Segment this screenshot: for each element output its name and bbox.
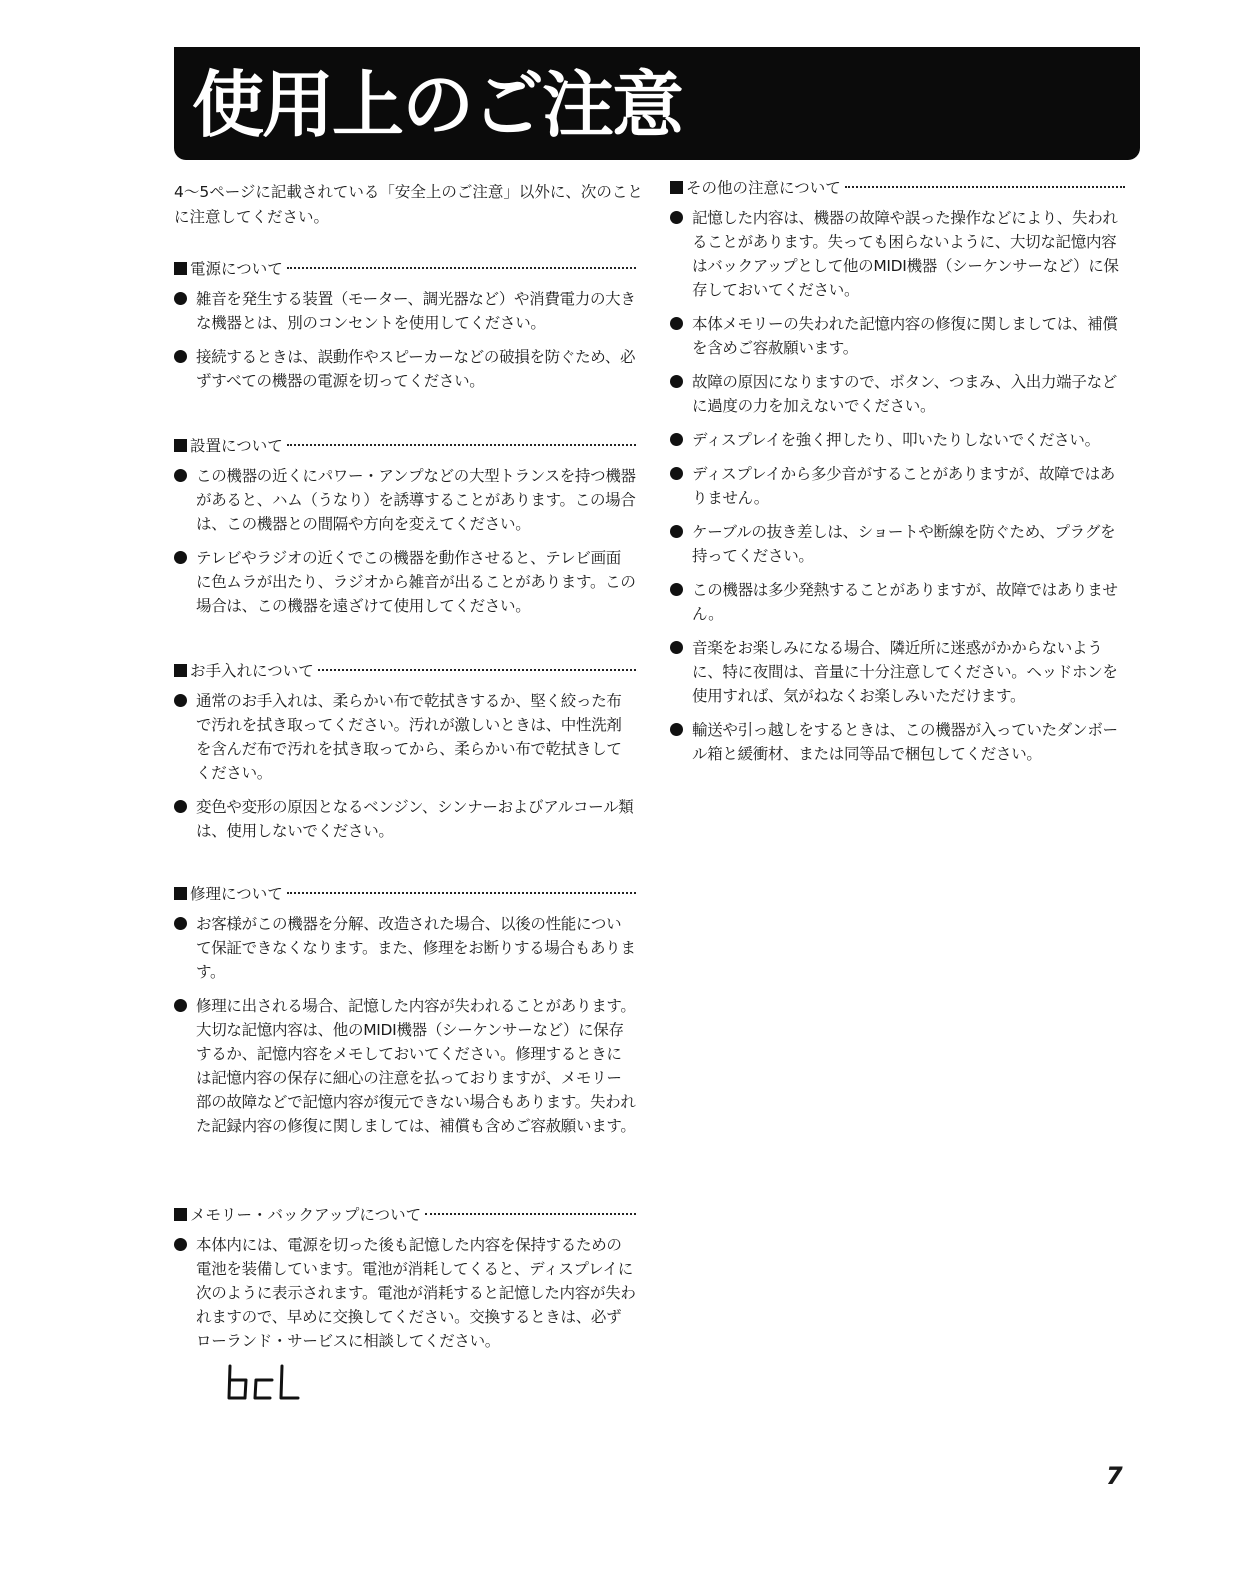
list-item: 雑音を発生する装置（モーター、調光器など）や消費電力の大きな機器とは、別のコンセントを使用してください。 <box>174 287 636 335</box>
square-bullet-icon <box>174 664 187 677</box>
bullet-dot-icon <box>174 999 187 1012</box>
list-item: この機器の近くにパワー・アンプなどの大型トランスを持つ機器があると、ハム（うなり）を誘導することがあります。この場合は、この機器との間隔や方向を変えてください。 <box>174 464 636 536</box>
square-bullet-icon <box>174 1208 187 1221</box>
section-heading: 設置について <box>174 434 636 458</box>
list-item: この機器は多少発熱することがありますが、故障ではありません。 <box>670 578 1125 626</box>
bullet-dot-icon <box>670 317 683 330</box>
list-item: ディスプレイから多少音がすることがありますが、故障ではありません。 <box>670 462 1125 510</box>
dot-leader <box>318 669 636 671</box>
list-item: ディスプレイを強く押したり、叩いたりしないでください。 <box>670 428 1125 452</box>
bullet-dot-icon <box>670 641 683 654</box>
bullet-dot-icon <box>670 525 683 538</box>
list-item: 輸送や引っ越しをするときは、この機器が入っていたダンボール箱と緩衝材、または同等品で梱包してください。 <box>670 718 1125 766</box>
bullet-dot-icon <box>174 917 187 930</box>
dot-leader <box>287 444 636 446</box>
section-heading: その他の注意について <box>670 176 1125 200</box>
bullet-dot-icon <box>670 375 683 388</box>
bullet-dot-icon <box>174 800 187 813</box>
page-number: 7 <box>1106 1462 1123 1490</box>
bullet-dot-icon <box>670 211 683 224</box>
bullet-dot-icon <box>174 551 187 564</box>
bullet-dot-icon <box>670 583 683 596</box>
bullet-dot-icon <box>174 694 187 707</box>
bullet-dot-icon <box>174 350 187 363</box>
bullet-dot-icon <box>174 1238 187 1251</box>
section-power <box>174 257 636 403</box>
list-item: 通常のお手入れは、柔らかい布で乾拭きするか、堅く絞った布で汚れを拭き取ってください。汚れが激しいときは、中性洗剤を含んだ布で汚れを拭き取ってから、柔らかい布で乾拭きしてください。 <box>174 689 636 785</box>
intro-text: 4～5ページに記載されている「安全上のご注意」以外に、次のことに注意してください。 <box>174 183 643 226</box>
square-bullet-icon <box>174 262 187 275</box>
square-bullet-icon <box>670 181 683 194</box>
section-heading: 修理について <box>174 882 636 906</box>
bullet-dot-icon <box>174 292 187 305</box>
bullet-dot-icon <box>670 433 683 446</box>
list-item: 本体内には、電源を切った後も記憶した内容を保持するための電池を装備しています。電池が消耗してくると、ディスプレイに次のように表示されます。電池が消耗すると記憶した内容が失われますので、早めに交換してください。交換するときは、必ずローランド・サービスに相談してください。 <box>174 1233 636 1353</box>
title-banner <box>174 47 1140 160</box>
bullet-dot-icon <box>670 467 683 480</box>
list-item: ケーブルの抜き差しは、ショートや断線を防ぐため、プラグを持ってください。 <box>670 520 1125 568</box>
page-title: 使用上のご注意 <box>192 63 683 147</box>
section-installation <box>174 434 636 628</box>
section-memory-backup <box>174 1203 636 1363</box>
section-heading: 電源について <box>174 257 636 281</box>
list-item: 記憶した内容は、機器の故障や誤った操作などにより、失われることがあります。失っても困らないように、大切な記憶内容はバックアップとして他のMIDI機器（シーケンサーなど）に保存しておいてください。 <box>670 206 1125 302</box>
bullet-dot-icon <box>174 469 187 482</box>
battery-low-display-icon <box>226 1362 302 1402</box>
dot-leader <box>287 267 636 269</box>
list-item: 故障の原因になりますので、ボタン、つまみ、入出力端子などに過度の力を加えないでください。 <box>670 370 1125 418</box>
dot-leader <box>425 1213 636 1215</box>
dot-leader <box>845 186 1125 188</box>
section-heading: メモリー・バックアップについて <box>174 1203 636 1227</box>
list-item: テレビやラジオの近くでこの機器を動作させると、テレビ画面に色ムラが出たり、ラジオから雑音が出ることがあります。この場合は、この機器を遠ざけて使用してください。 <box>174 546 636 618</box>
bullet-dot-icon <box>670 723 683 736</box>
list-item: 修理に出される場合、記憶した内容が失われることがあります。大切な記憶内容は、他のMIDI機器（シーケンサーなど）に保存するか、記憶内容をメモしておいてください。修理するときには記憶内容の保存に細心の注意を払っておりますが、メモリー部の故障などで記憶内容が復元できない場合もあります。失われた記録内容の修復に関しましては、補償も含めご容赦願います。 <box>174 994 636 1138</box>
list-item: 接続するときは、誤動作やスピーカーなどの破損を防ぐため、必ずすべての機器の電源を切ってください。 <box>174 345 636 393</box>
list-item: 音楽をお楽しみになる場合、隣近所に迷惑がかからないように、特に夜間は、音量に十分注意してください。ヘッドホンを使用すれば、気がねなくお楽しみいただけます。 <box>670 636 1125 708</box>
list-item: 本体メモリーの失われた記憶内容の修復に関しましては、補償を含めご容赦願います。 <box>670 312 1125 360</box>
section-heading: お手入れについて <box>174 659 636 683</box>
square-bullet-icon <box>174 439 187 452</box>
section-maintenance <box>174 659 636 853</box>
dot-leader <box>287 892 636 894</box>
list-item: 変色や変形の原因となるベンジン、シンナーおよびアルコール類は、使用しないでください。 <box>174 795 636 843</box>
section-repair <box>174 882 636 1148</box>
section-other <box>670 176 1125 776</box>
square-bullet-icon <box>174 887 187 900</box>
list-item: お客様がこの機器を分解、改造された場合、以後の性能について保証できなくなります。また、修理をお断りする場合もあります。 <box>174 912 636 984</box>
